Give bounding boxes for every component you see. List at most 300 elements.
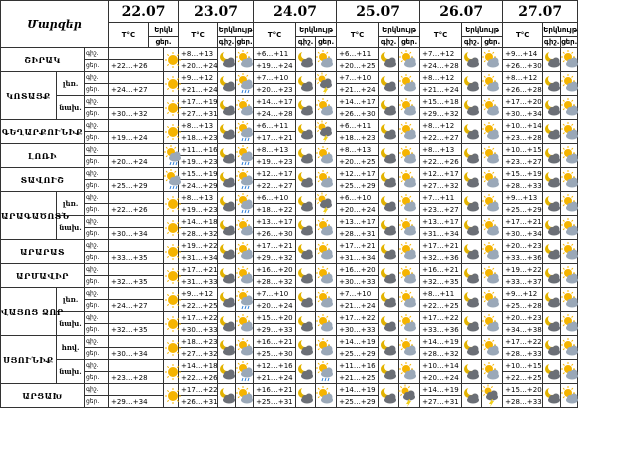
temperature-range: +34…+38 [503, 324, 543, 336]
weather-icon-cell [316, 48, 337, 72]
time-period-label: գիշ. [85, 48, 109, 60]
temperature-range: +10…+15 [503, 360, 543, 372]
weather-icon-cell [379, 360, 399, 384]
sun-rain-icon [236, 121, 254, 143]
temperature-range: +8…+13 [179, 120, 218, 132]
sun-cloud-icon [561, 97, 579, 119]
temperature-range: +14…+18 [179, 360, 218, 372]
temperature-range: +15…+20 [503, 384, 543, 396]
sun-cloud-icon [316, 145, 334, 167]
sun-cloud-icon [561, 385, 579, 407]
sun-cloud-icon [561, 289, 579, 311]
weather-icon-cell [482, 168, 503, 192]
weather-icon-cell [561, 48, 578, 72]
temperature-range: +20…+23 [254, 84, 296, 96]
weather-icon-cell [316, 216, 337, 240]
sun-cloud-icon [399, 361, 417, 383]
temperature-range: +14…+19 [420, 384, 462, 396]
time-period-label: գիշ. [85, 192, 109, 204]
subregion-label: նախ. [57, 360, 85, 384]
weather-icon-cell [462, 96, 482, 120]
weather-icon-cell [379, 48, 399, 72]
weather-icon-cell [561, 120, 578, 144]
moon-cloud-icon [379, 73, 397, 95]
weather-icon-cell [316, 168, 337, 192]
temperature-range: +6…+11 [254, 120, 296, 132]
temperature-range: +17…+22 [420, 312, 462, 324]
sun-cloud-icon [316, 313, 334, 335]
temperature-range: +28…+31 [337, 228, 379, 240]
sun-cloud-icon [561, 313, 579, 335]
weather-icon-cell [543, 384, 561, 408]
moon-cloud-icon [462, 385, 480, 407]
weather-icon-cell [164, 216, 179, 240]
temperature-range: +18…+23 [337, 132, 379, 144]
temperature-range: +20…+23 [503, 312, 543, 324]
table-row [1, 312, 578, 324]
moon-cloud-icon [543, 121, 561, 143]
conditions-column-header: Երկնույթ [296, 23, 337, 37]
temperature-range: +14…+19 [337, 384, 379, 396]
temp-column-header: T°C [503, 23, 543, 48]
temperature-range [109, 240, 164, 252]
sun-cloud-icon [482, 121, 500, 143]
temperature-range: +25…+28 [503, 300, 543, 312]
time-period-label: գիշ. [85, 264, 109, 276]
temperature-range: +7…+10 [254, 288, 296, 300]
temperature-range: +7…+10 [337, 72, 379, 84]
temperature-range: +11…+16 [337, 360, 379, 372]
moon-cloud-icon [296, 145, 314, 167]
sun-cloud-icon [236, 217, 254, 239]
sun-cloud-icon [399, 121, 417, 143]
sun-cloud-icon [561, 337, 579, 359]
table-row [1, 264, 578, 276]
weather-icon-cell [236, 288, 254, 312]
weather-icon-cell [543, 336, 561, 360]
weather-icon-cell [462, 192, 482, 216]
temperature-range: +22…+25 [503, 372, 543, 384]
temperature-range: +19…+23 [254, 156, 296, 168]
sun-cloud-icon [561, 361, 579, 383]
weather-icon-cell [482, 216, 503, 240]
weather-icon-cell [399, 168, 420, 192]
weather-icon-cell [236, 312, 254, 336]
weather-icon-cell [399, 312, 420, 336]
temperature-range: +20…+25 [337, 60, 379, 72]
weather-icon-cell [462, 72, 482, 96]
temperature-range: +6…+10 [254, 192, 296, 204]
sun-cloud-icon [399, 313, 417, 335]
temperature-range: +9…+12 [503, 288, 543, 300]
temperature-range: +32…+35 [109, 324, 164, 336]
temperature-range: +21…+24 [420, 84, 462, 96]
weather-icon-cell [296, 144, 316, 168]
temperature-range: +25…+30 [254, 348, 296, 360]
moon-cloud-icon [218, 73, 236, 95]
moon-cloud-icon [543, 385, 561, 407]
weather-icon-cell [543, 120, 561, 144]
weather-icon-cell [543, 288, 561, 312]
weather-icon-cell [218, 144, 236, 168]
temperature-range: +12…+17 [254, 168, 296, 180]
weather-icon-cell [316, 192, 337, 216]
temperature-range: +29…+32 [420, 108, 462, 120]
thunder-icon [316, 193, 334, 215]
moon-cloud-icon [543, 193, 561, 215]
weather-icon-cell [543, 192, 561, 216]
moon-cloud-icon [296, 385, 314, 407]
time-period-label: ցեր. [85, 204, 109, 216]
date-header: 25.07 [337, 1, 420, 23]
weather-icon-cell [316, 312, 337, 336]
sun-cloud-icon [399, 73, 417, 95]
sun-cloud-icon [482, 313, 500, 335]
temperature-range: +15…+18 [420, 96, 462, 108]
table-row [1, 48, 578, 60]
sun-cloud-icon [561, 49, 579, 71]
weather-icon-cell [399, 384, 420, 408]
table-row [1, 240, 578, 252]
temperature-range: +26…+31 [179, 396, 218, 408]
conditions-column-header: Երկնույթ [218, 23, 254, 37]
temperature-range: +26…+30 [337, 108, 379, 120]
sun-cloud-icon [482, 169, 500, 191]
sun-cloud-icon [316, 289, 334, 311]
sun-cloud-icon [482, 193, 500, 215]
temperature-range: +8…+13 [179, 192, 218, 204]
temperature-range: +15…+19 [503, 168, 543, 180]
temperature-range: +13…+17 [254, 216, 296, 228]
weather-icon-cell [482, 144, 503, 168]
moon-cloud-icon [218, 265, 236, 287]
weather-icon-cell [296, 96, 316, 120]
weather-icon-cell [236, 192, 254, 216]
temperature-range: +28…+32 [254, 276, 296, 288]
temperature-range: +26…+28 [503, 84, 543, 96]
temperature-range: +20…+24 [179, 60, 218, 72]
sun-cloud-icon [236, 241, 254, 263]
temperature-range: +14…+18 [179, 216, 218, 228]
temperature-range: +14…+17 [337, 96, 379, 108]
weather-icon-cell [316, 96, 337, 120]
temperature-range: +32…+35 [109, 276, 164, 288]
weather-icon-cell [236, 384, 254, 408]
temperature-range: +8…+13 [337, 144, 379, 156]
weather-icon-cell [543, 264, 561, 288]
weather-icon-cell [379, 168, 399, 192]
weather-icon-cell [236, 240, 254, 264]
time-period-label: գիշ. [85, 216, 109, 228]
temperature-range: +16…+21 [420, 264, 462, 276]
temperature-range [109, 288, 164, 300]
temperature-range [109, 168, 164, 180]
time-period-label: ցեր. [85, 372, 109, 384]
moon-cloud-icon [462, 121, 480, 143]
subregion-label: նախ. [57, 312, 85, 336]
time-period-label: ցեր. [85, 108, 109, 120]
temperature-range: +16…+20 [337, 264, 379, 276]
moon-cloud-icon [462, 265, 480, 287]
time-period-label: գիշ. [85, 72, 109, 84]
temperature-range: +14…+19 [420, 336, 462, 348]
sun-cloud-icon [482, 265, 500, 287]
weather-icon-cell [236, 264, 254, 288]
sun-cloud-icon [482, 49, 500, 71]
weather-icon-cell [399, 120, 420, 144]
time-period-label: ցեր. [85, 132, 109, 144]
weather-icon-cell [482, 72, 503, 96]
temperature-range: +8…+12 [503, 72, 543, 84]
temperature-range: +9…+13 [503, 192, 543, 204]
temperature-range: +7…+10 [254, 72, 296, 84]
weather-icon-cell [164, 336, 179, 360]
weather-icon-cell [164, 240, 179, 264]
weather-icon-cell [316, 360, 337, 384]
sun-cloud-icon [316, 241, 334, 263]
temperature-range: +33…+37 [503, 276, 543, 288]
night-subheader: գիշ. [462, 37, 482, 48]
weather-icon-cell [316, 240, 337, 264]
weather-icon-cell [236, 72, 254, 96]
temperature-range: +18…+23 [179, 336, 218, 348]
weather-icon-cell [561, 216, 578, 240]
sun-cloud-icon [399, 337, 417, 359]
sun-cloud-icon [316, 217, 334, 239]
time-period-label: գիշ. [85, 120, 109, 132]
temperature-range: +28…+32 [179, 228, 218, 240]
moon-cloud-icon [543, 289, 561, 311]
day-subheader: ցեր. [482, 37, 503, 48]
temperature-range: +23…+27 [503, 156, 543, 168]
sun-cloud-icon [561, 145, 579, 167]
temperature-range: +32…+35 [420, 276, 462, 288]
weather-icon-cell [543, 216, 561, 240]
weather-icon-cell [164, 168, 179, 192]
temperature-range: +20…+24 [337, 204, 379, 216]
weather-icon-cell [462, 336, 482, 360]
weather-icon-cell [316, 120, 337, 144]
weather-icon-cell [316, 336, 337, 360]
temperature-range: +12…+17 [420, 168, 462, 180]
sun-cloud-icon [482, 289, 500, 311]
temperature-range: +19…+24 [254, 60, 296, 72]
temperature-range: +11…+16 [179, 144, 218, 156]
weather-icon-cell [296, 288, 316, 312]
weather-icon-cell [462, 120, 482, 144]
weather-icon-cell [462, 288, 482, 312]
time-period-label: ցեր. [85, 180, 109, 192]
weather-icon-cell [462, 48, 482, 72]
sun-cloud-icon [316, 337, 334, 359]
weather-icon-cell [462, 168, 482, 192]
weather-icon-cell [561, 240, 578, 264]
time-period-label: ցեր. [85, 252, 109, 264]
weather-icon-cell [379, 336, 399, 360]
temperature-range [109, 360, 164, 372]
weather-icon-cell [561, 192, 578, 216]
moon-cloud-icon [543, 217, 561, 239]
temperature-range: +14…+19 [337, 336, 379, 348]
temperature-range: +12…+16 [254, 360, 296, 372]
moon-cloud-icon [379, 361, 397, 383]
table-row [1, 96, 578, 108]
temperature-range: +29…+33 [254, 324, 296, 336]
table-row [1, 216, 578, 228]
time-period-label: գիշ. [85, 168, 109, 180]
weather-icon-cell [218, 384, 236, 408]
weather-icon-cell [236, 48, 254, 72]
moon-cloud-icon [296, 265, 314, 287]
weather-icon-cell [218, 288, 236, 312]
moon-cloud-icon [462, 241, 480, 263]
temperature-range: +30…+33 [179, 324, 218, 336]
sun-rain-icon [236, 169, 254, 191]
temperature-range: +19…+22 [179, 240, 218, 252]
temperature-range: +21…+25 [337, 372, 379, 384]
weather-icon-cell [296, 384, 316, 408]
temperature-range: +17…+20 [503, 96, 543, 108]
weather-icon-cell [561, 360, 578, 384]
table-row [1, 336, 578, 348]
temperature-range [109, 216, 164, 228]
temperature-range [109, 48, 164, 60]
weather-icon-cell [316, 288, 337, 312]
temperature-range: +32…+36 [420, 252, 462, 264]
moon-cloud-icon [462, 289, 480, 311]
temperature-range: +17…+22 [179, 384, 218, 396]
weather-icon-cell [218, 96, 236, 120]
temperature-range [109, 336, 164, 348]
temperature-range: +10…+14 [420, 360, 462, 372]
temperature-range: +33…+36 [503, 252, 543, 264]
subregion-label: լեռ. [57, 192, 85, 216]
weather-icon-cell [296, 168, 316, 192]
temperature-range: +21…+24 [337, 300, 379, 312]
time-period-label: ցեր. [85, 228, 109, 240]
weather-icon-cell [561, 168, 578, 192]
weather-icon-cell [164, 120, 179, 144]
moon-cloud-icon [218, 385, 236, 407]
temperature-range: +30…+33 [337, 324, 379, 336]
day-subheader: ցեր. [236, 38, 253, 46]
weather-icon-cell [218, 72, 236, 96]
temperature-range: +17…+19 [179, 96, 218, 108]
table-row [1, 192, 578, 204]
sun-cloud-icon [482, 73, 500, 95]
sun-cloud-icon [316, 97, 334, 119]
weather-icon-cell [218, 264, 236, 288]
temperature-range [109, 72, 164, 84]
weather-icon-cell [482, 384, 503, 408]
weather-icon-cell [379, 120, 399, 144]
temperature-range: +21…+24 [337, 84, 379, 96]
weather-icon-cell [236, 360, 254, 384]
temperature-range: +20…+23 [503, 240, 543, 252]
temperature-range [109, 384, 164, 396]
temperature-range: +6…+11 [337, 48, 379, 60]
weather-icon-cell [399, 144, 420, 168]
region-name: ԱՐԱՐԱՏ [1, 240, 85, 264]
temperature-range: +29…+32 [254, 252, 296, 264]
region-name: ԱՐՑԱԽ [1, 384, 85, 408]
weather-icon-cell [399, 336, 420, 360]
moon-cloud-icon [379, 385, 397, 407]
temperature-range: +27…+32 [179, 348, 218, 360]
temperature-range: +6…+11 [337, 120, 379, 132]
weather-icon-cell [482, 120, 503, 144]
temperature-range: +22…+27 [420, 132, 462, 144]
weather-icon-cell [296, 120, 316, 144]
weather-icon-cell [543, 312, 561, 336]
sun-cloud-icon [399, 241, 417, 263]
moon-cloud-icon [543, 313, 561, 335]
temperature-range: +19…+23 [179, 204, 218, 216]
weather-icon-cell [482, 336, 503, 360]
temperature-range: +9…+12 [179, 288, 218, 300]
subregion-label: լեռ. [57, 288, 85, 312]
night-subheader: գիշ. [543, 38, 560, 46]
moon-cloud-icon [543, 49, 561, 71]
weather-icon-cell [482, 288, 503, 312]
temperature-range: +20…+24 [254, 300, 296, 312]
moon-cloud-icon [296, 313, 314, 335]
temperature-range: +21…+24 [254, 372, 296, 384]
temperature-range: +31…+34 [420, 228, 462, 240]
moon-cloud-icon [296, 121, 314, 143]
sun-cloud-icon [399, 97, 417, 119]
sun-cloud-icon [482, 145, 500, 167]
night-subheader: գիշ. [296, 37, 316, 48]
weather-icon-cell [561, 72, 578, 96]
weather-icon-cell [482, 360, 503, 384]
weather-icon-cell [379, 312, 399, 336]
conditions-column-header: Երկնույթ [462, 23, 503, 37]
sun-cloud-icon [482, 337, 500, 359]
temperature-range: +8…+12 [420, 72, 462, 84]
temperature-range: +18…+22 [254, 204, 296, 216]
temperature-range: +6…+11 [254, 48, 296, 60]
moon-cloud-icon [379, 289, 397, 311]
region-name: ԱՐԱԳԱԾՈՏՆ [1, 192, 57, 240]
time-period-label: ցեր. [85, 300, 109, 312]
temperature-range: +33…+35 [109, 252, 164, 264]
moon-cloud-icon [296, 361, 314, 383]
weather-icon-cell [462, 360, 482, 384]
thunder-icon [399, 385, 417, 407]
region-name: ԿՈՏԱՅՔ [1, 72, 57, 120]
temperature-range: +20…+24 [420, 372, 462, 384]
sun-cloud-icon [316, 385, 334, 407]
weather-icon-cell [379, 384, 399, 408]
weather-icon-cell [218, 48, 236, 72]
weather-icon-cell [236, 216, 254, 240]
weather-icon-cell [482, 240, 503, 264]
time-period-label: ցեր. [85, 156, 109, 168]
temperature-range: +26…+30 [254, 228, 296, 240]
temperature-range: +16…+21 [254, 384, 296, 396]
temperature-range: +16…+20 [254, 264, 296, 276]
weather-icon-cell [164, 384, 179, 408]
sun-cloud-icon [482, 241, 500, 263]
temperature-range: +17…+21 [420, 240, 462, 252]
moon-cloud-icon [218, 289, 236, 311]
moon-cloud-icon [218, 49, 236, 71]
moon-cloud-icon [296, 217, 314, 239]
temperature-range [109, 312, 164, 324]
moon-cloud-icon [218, 169, 236, 191]
temperature-range: +8…+13 [420, 144, 462, 156]
